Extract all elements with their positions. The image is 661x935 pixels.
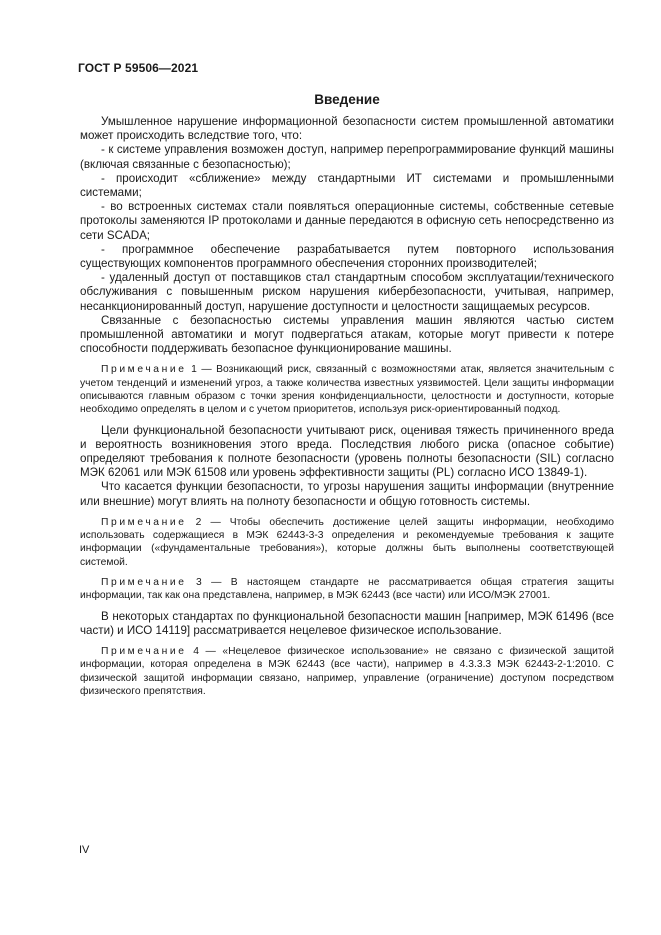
intro-paragraph: Умышленное нарушение информационной безопасности систем промышленной автоматики может происходить вследствие того, что: xyxy=(80,115,614,143)
page-number: IV xyxy=(79,844,90,856)
standard-header: ГОСТ Р 59506—2021 xyxy=(78,61,199,75)
functional-safety-paragraph: Что касается функции безопасности, то угрозы нарушения защиты информации (внутренние или внешние) могут влиять на полноту безопасности и общую готовность системы. xyxy=(80,480,614,508)
note-1-text: 1 — Возникающий риск, связанный с возможностями атак, является значительным с учетом тенденций и изменений угроз, а также количества известных уязвимостей. Цели защиты информации описываются главным образом с точки зрения конфиденциальности, целостности и доступности, которые необходимо определять в целом и с учетом приоритетов, используя риск-ориентированный подход. xyxy=(80,364,614,416)
intro-list-item: - во встроенных системах стали появляться операционные системы, собственные сетевые протоколы заменяются IP протоколами и данные передаются в офисную сеть непосредственно из сети SCADA; xyxy=(80,200,614,242)
note-1-label: Примечание xyxy=(101,364,187,376)
note-4 xyxy=(80,645,614,698)
note-2-label: Примечание xyxy=(101,516,187,528)
physical-use-paragraph: В некоторых стандартах по функциональной безопасности машин [например, МЭК 61496 (все части) и ИСО 14119] рассматривается нецелевое физическое использование. xyxy=(80,609,614,637)
note-1 xyxy=(80,363,614,416)
intro-list-item: - к системе управления возможен доступ, например перепрограммирование функций машины (включая связанные с безопасностью); xyxy=(80,143,614,171)
functional-safety-paragraph: Цели функциональной безопасности учитывают риск, оценивая тяжесть причиненного вреда и вероятность возникновения этого вреда. Последствия любого риска (опасное событие) определяют требования к полноте безопасности (уровень полноты безопасности (SIL) согласно МЭК 62061 или МЭК 61508 или уровень эффективности защиты (PL) согласно ИСО 13849-1). xyxy=(80,423,614,480)
intro-list-item: - программное обеспечение разрабатывается путем повторного использования существующих компонентов программного обеспечения сторонних производителей; xyxy=(80,242,614,271)
note-3 xyxy=(80,576,614,603)
intro-paragraph: Связанные с безопасностью системы управления машин являются частью систем промышленной автоматики и могут подвергаться атакам, которые могут привести к потере способности поддерживать безопасное функционирование машины. xyxy=(80,313,614,356)
note-4-label: Примечание xyxy=(101,646,187,658)
note-4-text: 4 — «Нецелевое физическое использование» не связано с физической защитой информации, которая определена в МЭК 62443 (все части), например в 4.3.3.3 МЭК 62443-2-1:2010. С физической защитой информации связано, например, управление (ограничение) доступом посредством физического препятствия. xyxy=(80,646,614,697)
note-2-text: 2 — Чтобы обеспечить достижение целей защиты информации, необходимо использовать содержащиеся в МЭК 62443-3-3 определения и рекомендуемые требования к защите информации («фундаментальные требования»), которые должны быть выполнены соответствующей системой. xyxy=(80,516,614,568)
document-body xyxy=(80,115,614,698)
section-title: Введение xyxy=(314,92,380,107)
note-3-text: 3 — В настоящем стандарте не рассматривается общая стратегия защиты информации, так как она представлена, например, в МЭК 62443 (все части) или ИСО/МЭК 27001. xyxy=(80,577,614,602)
intro-list-item: - происходит «сближение» между стандартными ИТ системами и промышленными системами; xyxy=(80,171,614,200)
intro-list-item: - удаленный доступ от поставщиков стал стандартным способом эксплуатации/технического обслуживания с повышенным риском нарушения кибербезопасности, учитывая, например, несанкционированный доступ, нарушение доступности и целостности защищаемых ресурсов. xyxy=(80,271,614,313)
note-2 xyxy=(80,516,614,569)
note-3-label: Примечание xyxy=(101,577,187,589)
